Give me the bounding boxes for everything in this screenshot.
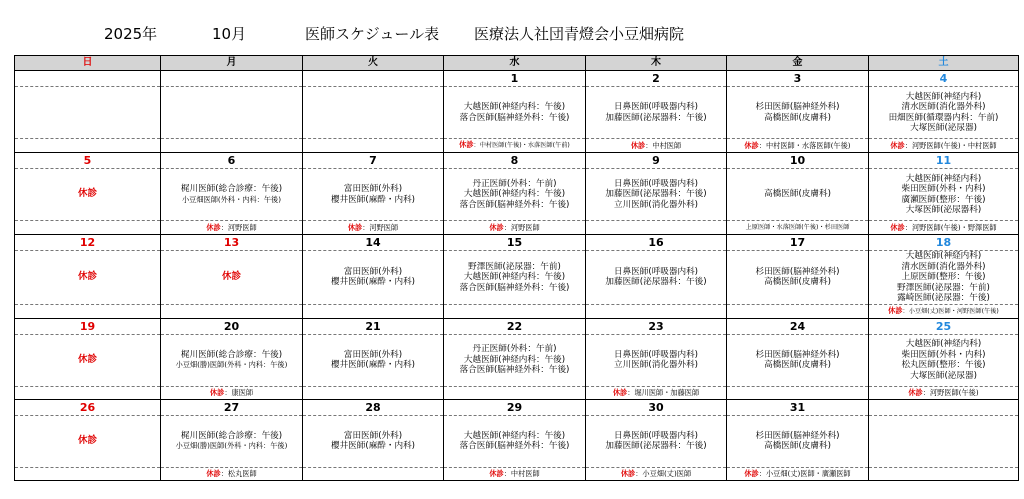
schedule-cell: [303, 415, 444, 467]
holiday-label: 休診: [77, 188, 97, 200]
doctor-entry: 立川医師(消化器外科): [613, 199, 699, 210]
closed-cell: [303, 467, 444, 480]
closed-doctors: 上原医師・水落医師(午後)・杉田医師: [745, 224, 850, 231]
closed-cell: [869, 467, 1019, 480]
date-number: 25: [935, 319, 952, 333]
weekday-header-cell: [444, 56, 586, 71]
doctor-entry: 落合医師(脳神経外科：午後): [459, 282, 570, 293]
closed-label: 休診: [612, 387, 628, 397]
doctor-entry: 大越医師(神経内科：午後): [463, 102, 566, 112]
doctor-entry: 大越医師(神経内科): [905, 173, 982, 184]
date-cell: [161, 399, 303, 415]
weekday-label: 金: [792, 57, 803, 68]
schedule-cell: [869, 251, 1019, 305]
schedule-cell: [869, 334, 1019, 386]
closed-cell: [444, 386, 586, 399]
doctor-entry: 松丸医師(整形：午後): [901, 360, 986, 370]
weekday-header-cell: [161, 56, 303, 71]
date-number: 11: [935, 154, 952, 167]
schedule-cell: [303, 334, 444, 386]
closed-cell: [15, 139, 161, 153]
doctor-entry: 加藤医師(泌尿器科：午後): [605, 277, 707, 288]
schedule-cell: [15, 415, 161, 467]
doctor-entry: 野澤医師(泌尿器：午前): [897, 282, 990, 293]
date-number: 31: [789, 400, 806, 414]
schedule-cell: [161, 334, 303, 386]
weekday-header-cell: [586, 56, 727, 71]
closed-cell: [727, 221, 869, 235]
date-number: 28: [365, 400, 381, 414]
schedule-cell: [15, 334, 161, 386]
closed-doctors: ：小豆畑(丈)医師: [635, 468, 692, 478]
date-cell: [303, 153, 444, 169]
closed-label: 休診: [489, 468, 504, 478]
closed-cell: [444, 139, 586, 153]
date-cell: [303, 318, 444, 334]
doctor-entry: 田畑医師(循環器内科：午前): [888, 112, 999, 123]
date-cell: [586, 399, 727, 415]
closed-label: 休診: [744, 468, 759, 478]
doctor-entry: 大越医師(神経内科): [905, 339, 982, 349]
date-cell: [586, 153, 727, 169]
doctor-entry: 大越医師(神経内科：午後): [463, 430, 566, 441]
schedule-cell: [586, 251, 727, 305]
doctor-entry: 小豆畑(勝)医師(外科・内科：午後): [175, 360, 288, 369]
week-closed-row: [15, 221, 1019, 235]
closed-cell: [161, 139, 303, 153]
closed-cell: [303, 139, 444, 153]
closed-cell: [869, 221, 1019, 235]
closed-label: 休診: [908, 387, 923, 397]
schedule-cell: [161, 87, 303, 139]
holiday-label: 休診: [77, 434, 97, 446]
doctor-entry: 大越医師(神経内科：午後): [463, 189, 566, 200]
date-number: 16: [648, 236, 664, 249]
closed-cell: [586, 304, 727, 318]
date-number: 23: [648, 319, 664, 333]
doctor-entry: 梶川医師(総合診療：午後): [180, 430, 283, 441]
closed-label: 休診: [206, 468, 221, 478]
weekday-label: 木: [651, 57, 661, 68]
closed-doctors: ：河野医師(午後)・野澤医師: [904, 222, 997, 232]
date-cell: [161, 153, 303, 169]
doctor-entry: 柴田医師(外科・内科): [901, 184, 986, 194]
doctor-entry: 富田医師(外科): [343, 266, 403, 277]
closed-cell: [15, 221, 161, 235]
date-number: 20: [223, 319, 240, 333]
date-number: 21: [365, 319, 381, 333]
holiday-label: 休診: [77, 353, 97, 365]
doctor-entry: 大越医師(神経内科): [905, 91, 982, 102]
schedule-cell: [727, 415, 869, 467]
closed-cell: [15, 467, 161, 480]
week-schedule-row: [15, 415, 1019, 467]
closed-cell: [444, 221, 586, 235]
closed-cell: [303, 304, 444, 318]
date-cell: [303, 399, 444, 415]
doctor-entry: 野澤医師(泌尿器：午前): [468, 261, 561, 272]
closed-cell: [727, 139, 869, 153]
closed-label: 休診: [620, 468, 636, 478]
closed-cell: [586, 221, 727, 235]
closed-doctors: ：小豆畑(丈)医師・廣瀬医師: [758, 468, 851, 478]
doctor-entry: 大塚医師(泌尿器): [910, 123, 977, 133]
date-number: 27: [223, 400, 240, 414]
schedule-cell: [161, 415, 303, 467]
doctor-entry: 梶川医師(総合診療：午後): [180, 184, 283, 194]
date-number: 19: [79, 319, 96, 333]
doctor-entry: 加藤医師(泌尿器科：午後): [605, 441, 707, 451]
closed-cell: [303, 221, 444, 235]
closed-cell: [444, 304, 586, 318]
date-cell: [161, 318, 303, 334]
doctor-entry: 日鼻医師(呼吸器内科): [613, 102, 699, 112]
date-number: 13: [223, 236, 240, 249]
schedule-cell: [444, 415, 586, 467]
schedule-cell: [161, 169, 303, 221]
closed-doctors: ：河野医師: [362, 222, 399, 232]
header-year: 2025年: [104, 25, 158, 43]
closed-cell: [303, 386, 444, 399]
weekday-header-cell: [869, 56, 1019, 71]
week-date-row: [15, 71, 1019, 87]
week-closed-row: [15, 139, 1019, 153]
schedule-cell: [161, 251, 303, 305]
date-number: 29: [506, 400, 523, 414]
doctor-entry: 日鼻医師(呼吸器内科): [613, 266, 699, 277]
date-number: 15: [506, 236, 523, 249]
doctor-entry: 高橋医師(皮膚科): [764, 360, 831, 370]
doctor-entry: 大越医師(神経内科：午後): [463, 354, 566, 365]
doctor-entry: 日鼻医師(呼吸器内科): [613, 430, 699, 441]
doctor-entry: 柴田医師(外科・内科): [901, 349, 986, 360]
schedule-cell: [586, 334, 727, 386]
weekday-header-cell: [15, 56, 161, 71]
doctor-entry: 小豆畑(勝)医師(外科・内科：午後): [175, 441, 288, 450]
weekday-header-cell: [303, 56, 444, 71]
header-month: 10月: [212, 25, 247, 43]
closed-cell: [727, 386, 869, 399]
date-cell: [303, 71, 444, 87]
closed-doctors: ：河野医師(午後): [922, 387, 979, 397]
schedule-cell: [303, 169, 444, 221]
closed-label: 休診: [744, 140, 759, 150]
date-cell: [586, 318, 727, 334]
schedule-cell: [869, 87, 1019, 139]
closed-cell: [586, 139, 727, 153]
closed-cell: [869, 386, 1019, 399]
schedule-cell: [869, 169, 1019, 221]
closed-label: 休診: [890, 140, 905, 150]
date-number: 8: [510, 154, 519, 167]
doctor-entry: 富田医師(外科): [343, 184, 403, 194]
date-cell: [727, 235, 869, 251]
weekday-label: 月: [226, 57, 237, 68]
schedule-cell: [15, 251, 161, 305]
date-cell: [15, 235, 161, 251]
closed-cell: [161, 304, 303, 318]
doctor-entry: 櫻井医師(麻酔・内科): [330, 441, 416, 451]
closed-cell: [161, 467, 303, 480]
doctor-entry: 丹正医師(外科：午前): [472, 344, 557, 355]
doctor-entry: 小豆畑医師(外科・内科：午後): [181, 194, 282, 204]
closed-doctors: ：中村医師(午後)・水落医師(午前): [473, 142, 570, 149]
week-schedule-row: [15, 169, 1019, 221]
closed-cell: [444, 467, 586, 480]
date-cell: [161, 235, 303, 251]
doctor-entry: 富田医師(外科): [343, 349, 403, 360]
schedule-cell: [303, 251, 444, 305]
date-cell: [15, 153, 161, 169]
date-cell: [727, 318, 869, 334]
doctor-entry: 大塚医師(泌尿器科): [905, 205, 982, 215]
schedule-cell: [727, 87, 869, 139]
closed-label: 休診: [209, 387, 225, 397]
doctor-entry: 日鼻医師(呼吸器内科): [613, 349, 699, 360]
date-cell: [444, 71, 586, 87]
date-number: 3: [793, 72, 802, 85]
schedule-cell: [303, 87, 444, 139]
date-cell: [15, 71, 161, 87]
date-number: 12: [79, 236, 96, 249]
holiday-label: 休診: [77, 271, 97, 282]
closed-label: 休診: [489, 222, 504, 232]
header-org: 医療法人社団青燈会小豆畑病院: [474, 25, 685, 43]
weekday-label: 火: [368, 57, 378, 68]
doctor-entry: 落合医師(脳神経外科：午後): [459, 199, 570, 210]
doctor-entry: 杉田医師(脳神経外科): [755, 349, 840, 360]
doctor-entry: 杉田医師(脳神経外科): [755, 266, 840, 277]
schedule-cell: [869, 415, 1019, 467]
date-cell: [586, 71, 727, 87]
date-number: 26: [79, 400, 96, 414]
doctor-entry: 高橋医師(皮膚科): [764, 189, 831, 200]
doctor-entry: 丹正医師(外科：午前): [472, 178, 557, 189]
date-number: 14: [365, 236, 381, 249]
doctor-entry: 廣瀬医師(整形：午後): [901, 194, 986, 205]
doctor-entry: 大塚医師(泌尿器): [910, 370, 977, 381]
date-cell: [303, 235, 444, 251]
date-cell: [444, 318, 586, 334]
doctor-entry: 高橋医師(皮膚科): [764, 112, 831, 123]
date-cell: [444, 399, 586, 415]
date-number: 17: [789, 236, 806, 249]
date-number: 10: [789, 154, 806, 167]
date-number: 22: [506, 319, 523, 333]
date-number: 18: [935, 236, 952, 249]
week-date-row: [15, 235, 1019, 251]
date-cell: [869, 71, 1019, 87]
closed-cell: [161, 221, 303, 235]
closed-doctors: ：堀川医師・加藤医師: [627, 387, 700, 397]
weekday-label: 日: [82, 57, 93, 68]
date-number: 1: [510, 72, 519, 85]
date-cell: [15, 399, 161, 415]
weekday-label: 水: [509, 57, 520, 68]
closed-doctors: ：康医師: [224, 387, 254, 397]
doctor-entry: 櫻井医師(麻酔・内科): [330, 194, 416, 205]
week-closed-row: [15, 304, 1019, 318]
doctor-entry: 加藤医師(泌尿器科：午後): [605, 112, 707, 123]
date-cell: [869, 153, 1019, 169]
date-cell: [727, 71, 869, 87]
week-schedule-row: [15, 334, 1019, 386]
header-title: 医師スケジュール表: [305, 25, 440, 43]
schedule-cell: [444, 87, 586, 139]
doctor-entry: 清水医師(消化器外科): [901, 261, 986, 272]
date-cell: [444, 235, 586, 251]
schedule-cell: [586, 87, 727, 139]
doctor-entry: 大越医師(神経内科): [905, 251, 982, 261]
holiday-label: 休診: [221, 271, 241, 282]
date-cell: [161, 71, 303, 87]
week-closed-row: [15, 386, 1019, 399]
date-cell: [444, 153, 586, 169]
date-cell: [727, 153, 869, 169]
date-number: 30: [648, 400, 664, 414]
schedule-cell: [727, 169, 869, 221]
schedule-cell: [15, 87, 161, 139]
closed-cell: [586, 467, 727, 480]
doctor-entry: 櫻井医師(麻酔・内科): [330, 277, 416, 288]
date-number: 9: [652, 154, 660, 167]
doctor-entry: 大越医師(神経内科：午後): [463, 272, 566, 282]
schedule-cell: [444, 334, 586, 386]
doctor-entry: 加藤医師(泌尿器科：午後): [605, 189, 707, 200]
closed-doctors: ：河野医師: [220, 222, 257, 232]
date-cell: [869, 318, 1019, 334]
date-number: 6: [227, 154, 236, 167]
doctor-entry: 高橋医師(皮膚科): [764, 277, 831, 288]
date-number: 2: [652, 72, 660, 85]
weekday-header-row: [15, 56, 1019, 71]
doctor-entry: 立川医師(消化器外科): [613, 360, 699, 370]
schedule-cell: [727, 334, 869, 386]
closed-doctors: ：中村医師: [503, 468, 540, 478]
closed-label: 休診: [890, 222, 905, 232]
date-number: 4: [939, 72, 948, 85]
closed-label: 休診: [888, 305, 903, 315]
doctor-entry: 高橋医師(皮膚科): [764, 441, 831, 451]
closed-label: 休診: [630, 140, 646, 150]
date-number: 5: [83, 154, 92, 167]
schedule-cell: [444, 251, 586, 305]
closed-cell: [869, 139, 1019, 153]
doctor-entry: 上原医師(整形：午後): [901, 272, 986, 282]
week-schedule-row: [15, 87, 1019, 139]
closed-doctors: ：中村医師: [645, 140, 682, 150]
closed-cell: [869, 304, 1019, 318]
date-cell: [15, 318, 161, 334]
closed-cell: [15, 304, 161, 318]
doctor-entry: 杉田医師(脳神経外科): [755, 102, 840, 112]
closed-doctors: ：中村医師・水落医師(午後): [758, 140, 851, 150]
doctor-entry: 露崎医師(泌尿器：午後): [897, 293, 990, 303]
closed-doctors: ：松丸医師: [220, 468, 257, 478]
week-schedule-row: [15, 251, 1019, 305]
schedule-cell: [444, 169, 586, 221]
closed-doctors: ：河野医師(午後)・中村医師: [904, 140, 997, 150]
week-date-row: [15, 153, 1019, 169]
closed-cell: [15, 386, 161, 399]
week-date-row: [15, 399, 1019, 415]
date-number: 24: [789, 319, 806, 333]
doctor-entry: 梶川医師(総合診療：午後): [180, 349, 283, 360]
schedule-cell: [586, 169, 727, 221]
doctor-entry: 落合医師(脳神経外科：午後): [459, 441, 570, 451]
doctor-entry: 杉田医師(脳神経外科): [755, 430, 840, 441]
closed-cell: [727, 467, 869, 480]
weekday-label: 土: [938, 57, 949, 68]
doctor-entry: 富田医師(外科): [343, 430, 403, 441]
doctor-entry: 日鼻医師(呼吸器内科): [613, 178, 699, 189]
closed-label: 休診: [206, 222, 221, 232]
schedule-calendar: [14, 55, 1019, 481]
schedule-cell: [727, 251, 869, 305]
week-closed-row: [15, 467, 1019, 480]
closed-label: 休診: [347, 222, 363, 232]
schedule-cell: [15, 169, 161, 221]
closed-doctors: ：河野医師: [503, 222, 540, 232]
week-date-row: [15, 318, 1019, 334]
closed-cell: [727, 304, 869, 318]
schedule-cell: [586, 415, 727, 467]
closed-label: 休診: [459, 140, 474, 149]
closed-cell: [161, 386, 303, 399]
weekday-header-cell: [727, 56, 869, 71]
date-cell: [869, 235, 1019, 251]
doctor-entry: 櫻井医師(麻酔・内科): [330, 360, 416, 370]
date-cell: [727, 399, 869, 415]
doctor-entry: 清水医師(消化器外科): [901, 102, 986, 112]
doctor-entry: 落合医師(脳神経外科：午後): [459, 112, 570, 123]
doctor-entry: 落合医師(脳神経外科：午後): [459, 365, 570, 376]
date-cell: [869, 399, 1019, 415]
date-cell: [586, 235, 727, 251]
closed-cell: [586, 386, 727, 399]
date-number: 7: [369, 154, 377, 167]
closed-doctors: ：小豆畑(丈)医師・河野医師(午後): [902, 307, 999, 315]
